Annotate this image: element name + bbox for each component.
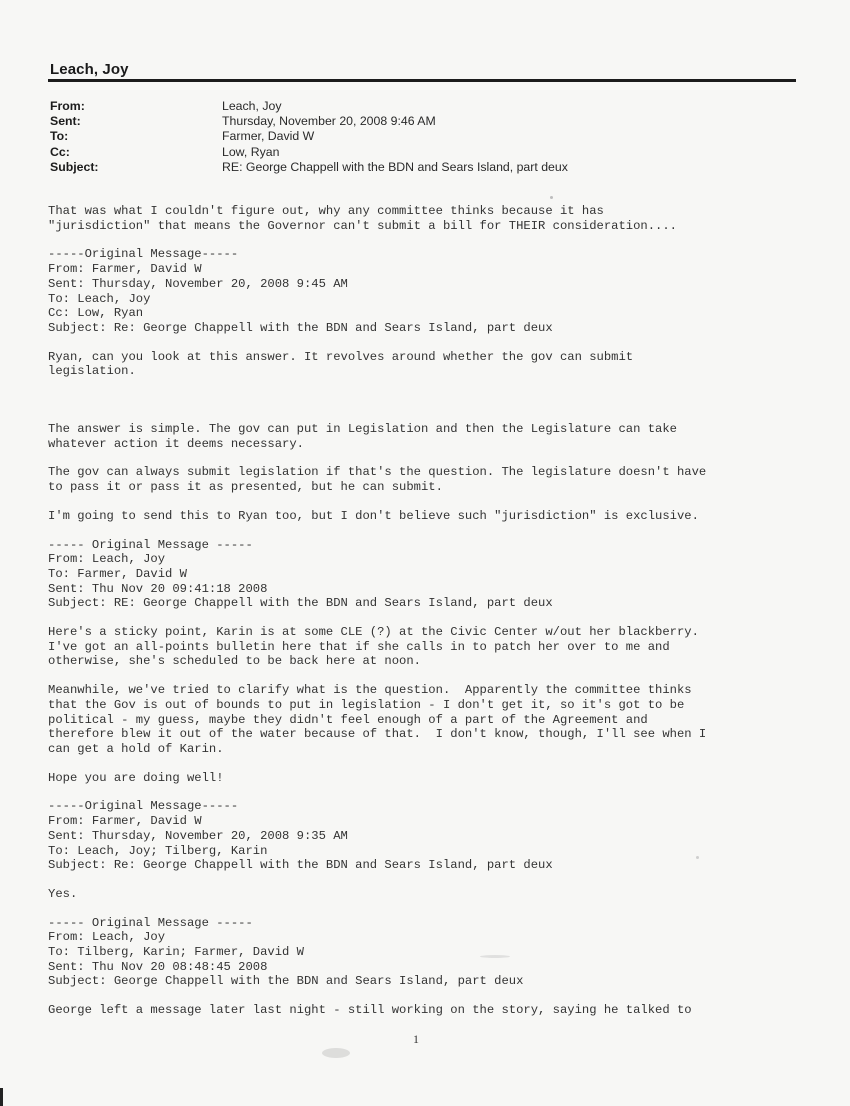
sender-name-heading: Leach, Joy xyxy=(50,61,129,78)
header-row-to xyxy=(50,129,750,144)
body-line: Ryan, can you look at this answer. It revolves around whether the gov can submit xyxy=(48,349,634,364)
body-line: that the Gov is out of bounds to put in legislation - I don't get it, so it's got to be xyxy=(48,697,685,712)
body-line: Yes. xyxy=(48,886,78,901)
body-line: can get a hold of Karin. xyxy=(48,741,224,756)
body-line: legislation. xyxy=(48,364,136,379)
to-label: To: xyxy=(50,129,69,144)
body-line: ----- Original Message ----- xyxy=(48,915,253,930)
body-line: otherwise, she's scheduled to be back here at noon. xyxy=(48,654,421,669)
header-rule xyxy=(48,79,796,82)
body-line: Meanwhile, we've tried to clarify what is the question. Apparently the committee thinks xyxy=(48,683,692,698)
body-line: therefore blew it out of the water because of that. I don't know, though, I'll see when I xyxy=(48,727,707,742)
header-row-subject xyxy=(50,160,750,175)
body-line: To: Leach, Joy; Tilberg, Karin xyxy=(48,843,268,858)
body-line: To: Farmer, David W xyxy=(48,566,187,581)
body-line: From: Leach, Joy xyxy=(48,552,166,567)
body-line: To: Tilberg, Karin; Farmer, David W xyxy=(48,945,304,960)
scan-smudge xyxy=(322,1048,350,1058)
body-line: From: Leach, Joy xyxy=(48,930,166,945)
body-line: From: Farmer, David W xyxy=(48,814,202,829)
sent-value: Thursday, November 20, 2008 9:46 AM xyxy=(222,114,436,129)
body-line: Subject: Re: George Chappell with the BDN and Sears Island, part deux xyxy=(48,858,553,873)
from-label: From: xyxy=(50,99,85,113)
body-line: Subject: RE: George Chappell with the BDN and Sears Island, part deux xyxy=(48,596,553,611)
from-value: Leach, Joy xyxy=(222,99,282,113)
email-header xyxy=(50,99,750,175)
sent-label: Sent: xyxy=(50,114,81,129)
body-line: Sent: Thu Nov 20 08:48:45 2008 xyxy=(48,959,268,974)
cc-label: Cc: xyxy=(50,144,70,159)
subject-value: RE: George Chappell with the BDN and Sears Island, part deux xyxy=(222,159,568,174)
to-value: Farmer, David W xyxy=(222,129,315,144)
body-line: political - my guess, maybe they didn't feel enough of a part of the Agreement and xyxy=(48,712,648,727)
body-line: The answer is simple. The gov can put in Legislation and then the Legislature can take xyxy=(48,422,677,437)
header-row-cc xyxy=(50,145,750,160)
email-body xyxy=(48,204,808,1018)
cc-value: Low, Ryan xyxy=(222,144,280,159)
scan-speck xyxy=(550,196,553,199)
body-line: Sent: Thursday, November 20, 2008 9:35 AM xyxy=(48,828,348,843)
body-line: To: Leach, Joy xyxy=(48,291,151,306)
body-line: Hope you are doing well! xyxy=(48,770,224,785)
body-line: Cc: Low, Ryan xyxy=(48,306,144,321)
body-line: That was what I couldn't figure out, why any committee thinks because it has xyxy=(48,204,604,218)
body-line: Subject: Re: George Chappell with the BDN and Sears Island, part deux xyxy=(48,320,553,335)
body-line: -----Original Message----- xyxy=(48,799,239,814)
body-line: "jurisdiction" that means the Governor can't submit a bill for THEIR consideration.... xyxy=(48,218,677,233)
header-row-sent xyxy=(50,114,750,129)
body-line: -----Original Message----- xyxy=(48,247,239,262)
body-line: Here's a sticky point, Karin is at some CLE (?) at the Civic Center w/out her blackberry. xyxy=(48,625,699,640)
body-line: ----- Original Message ----- xyxy=(48,537,253,552)
body-line: Sent: Thursday, November 20, 2008 9:45 AM xyxy=(48,276,348,291)
body-line: I've got an all-points bulletin here that if she calls in to patch her over to me and xyxy=(48,639,670,654)
body-line: George left a message later last night - still working on the story, saying he talked to xyxy=(48,1003,692,1018)
body-line: whatever action it deems necessary. xyxy=(48,436,304,451)
scan-speck xyxy=(696,856,699,859)
header-row-from xyxy=(50,99,750,114)
body-line: The gov can always submit legislation if that's the question. The legislature doesn't have xyxy=(48,465,707,480)
body-line: Subject: George Chappell with the BDN and Sears Island, part deux xyxy=(48,974,524,989)
body-line: I'm going to send this to Ryan too, but I don't believe such "jurisdiction" is exclusive. xyxy=(48,508,699,523)
scan-smudge xyxy=(480,955,510,958)
subject-label: Subject: xyxy=(50,159,99,174)
body-line: Sent: Thu Nov 20 09:41:18 2008 xyxy=(48,581,268,596)
page-number: 1 xyxy=(413,1032,419,1046)
scan-edge-mark xyxy=(0,1088,3,1106)
body-line: From: Farmer, David W xyxy=(48,262,202,277)
body-line: to pass it or pass it as presented, but he can submit. xyxy=(48,480,443,495)
